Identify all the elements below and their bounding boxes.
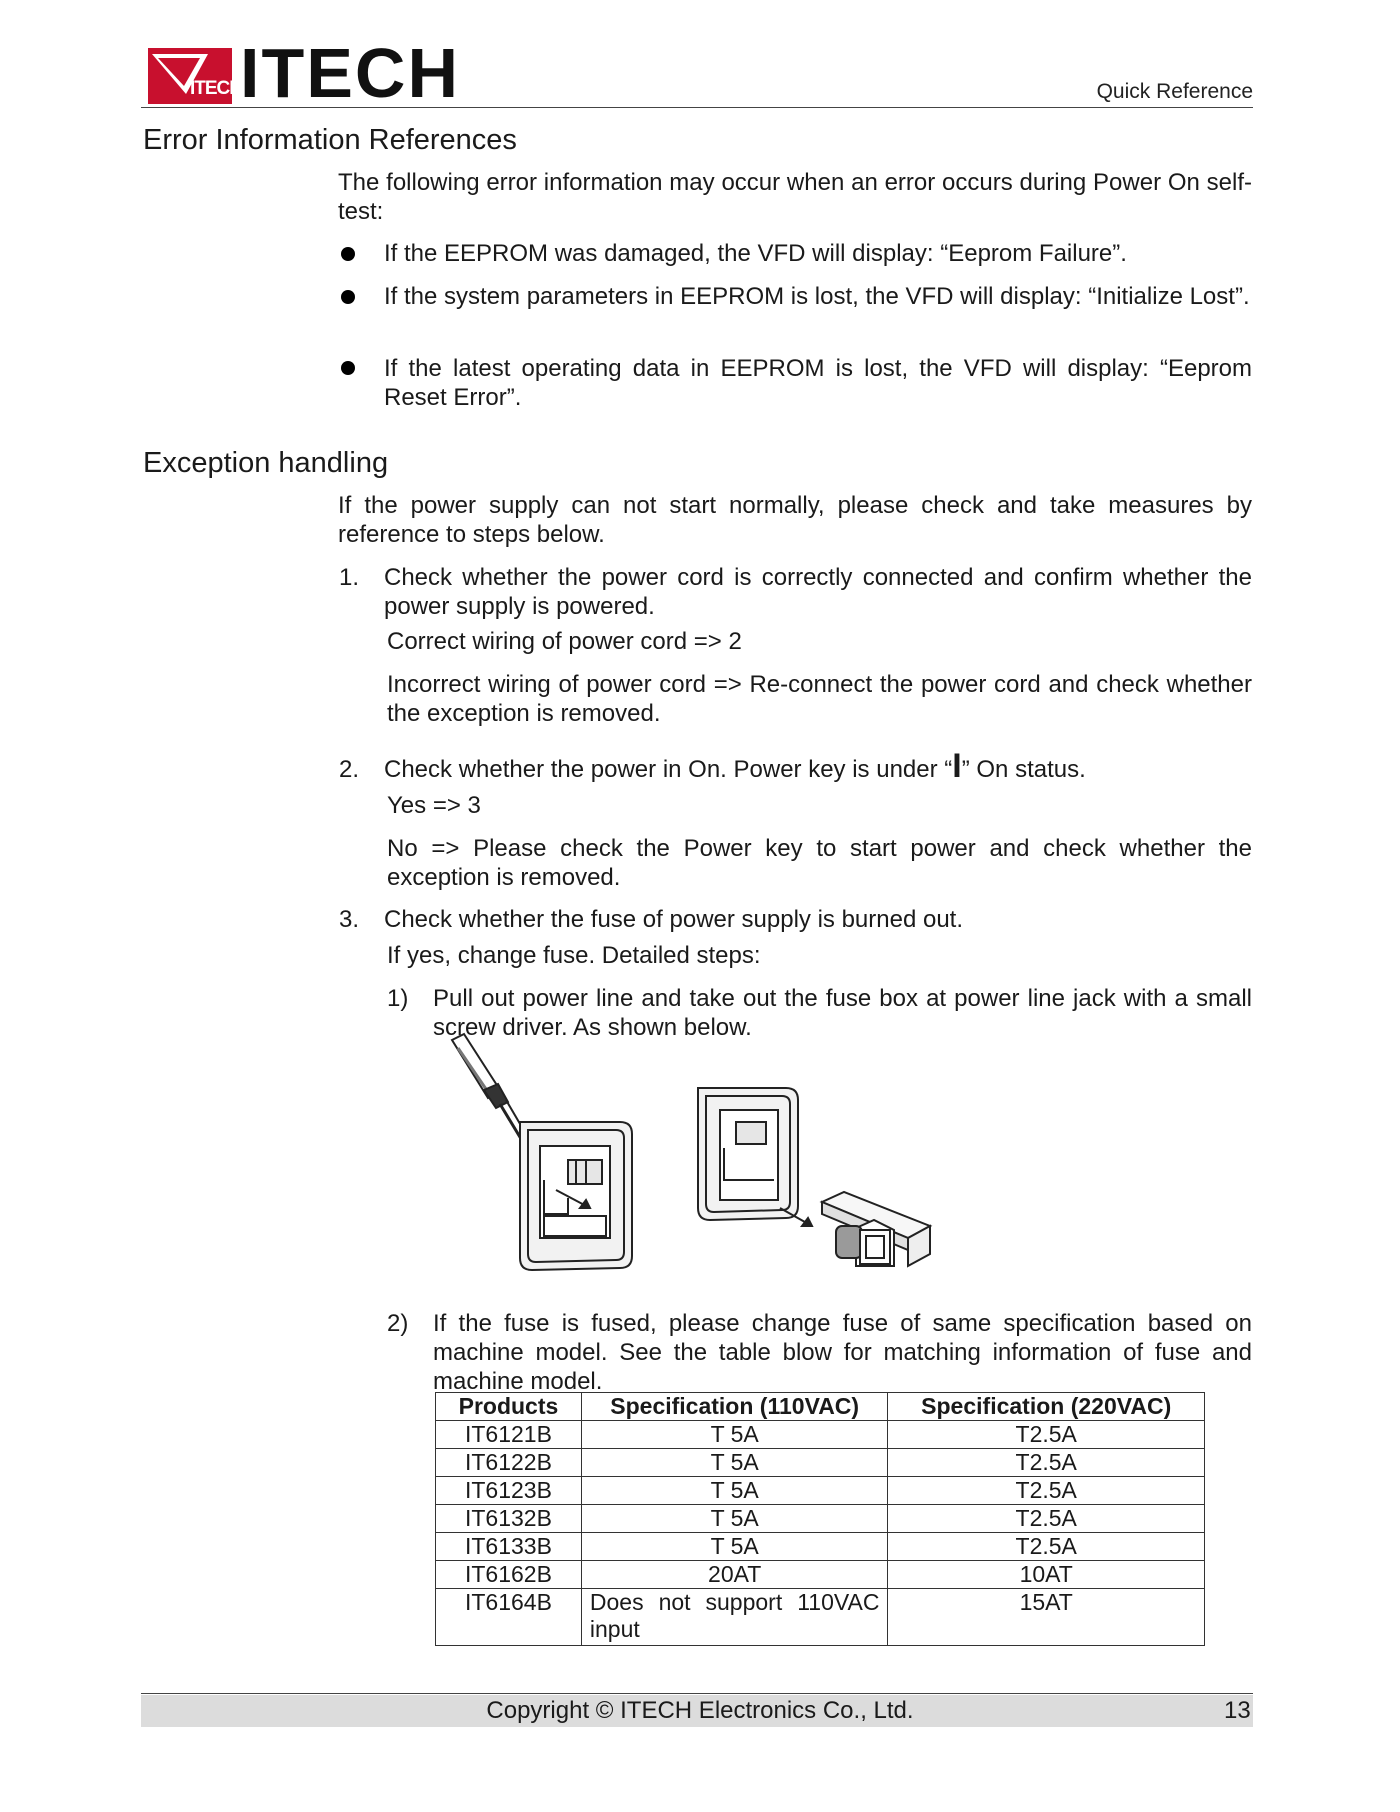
cell-spec-220: 10AT	[888, 1561, 1205, 1589]
exception-title: Exception handling	[143, 447, 389, 479]
cell-product: IT6123B	[436, 1477, 582, 1505]
header-divider	[141, 107, 1253, 108]
footer-copyright: Copyright © ITECH Electronics Co., Ltd.	[486, 1697, 914, 1724]
exception-intro: If the power supply can not start normally, please check and take measures by reference to steps below.	[338, 492, 1252, 548]
step-2-text	[384, 747, 1252, 785]
cell-spec-110: T 5A	[581, 1505, 888, 1533]
cell-product: IT6133B	[436, 1533, 582, 1561]
step-1-correct: Correct wiring of power cord => 2	[387, 628, 742, 655]
bullet-icon	[341, 247, 355, 261]
error-bullet-3: If the latest operating data in EEPROM is lost, the VFD will display: “Eeprom Reset Error”.	[384, 355, 1252, 411]
cell-spec-220: T2.5A	[888, 1533, 1205, 1561]
page-number: 13	[1224, 1697, 1251, 1724]
step-1-text: Check whether the power cord is correctly connected and confirm whether the power supply is powered.	[384, 564, 1252, 620]
header-section-label: Quick Reference	[1096, 80, 1253, 103]
cell-spec-220: T2.5A	[888, 1421, 1205, 1449]
header-spec-110: Specification (110VAC)	[581, 1393, 888, 1421]
cell-spec-220: 15AT	[888, 1589, 1205, 1646]
step-number: 2.	[339, 756, 360, 783]
power-jack-left-icon	[520, 1122, 632, 1270]
cell-product: IT6121B	[436, 1421, 582, 1449]
logo-wordmark: ITECH	[240, 34, 460, 112]
table-row	[436, 1449, 1205, 1477]
bullet-icon	[341, 361, 355, 375]
cell-spec-220: T2.5A	[888, 1505, 1205, 1533]
substep-1-text: Pull out power line and take out the fuse box at power line jack with a small screw driver. As shown below.	[433, 985, 1252, 1041]
cell-product: IT6122B	[436, 1449, 582, 1477]
cell-spec-110: T 5A	[581, 1449, 888, 1477]
header-spec-220: Specification (220VAC)	[888, 1393, 1205, 1421]
step-3-ifyes: If yes, change fuse. Detailed steps:	[387, 942, 761, 969]
cell-product: IT6164B	[436, 1589, 582, 1646]
header-products: Products	[436, 1393, 582, 1421]
step-2-yes: Yes => 3	[387, 792, 481, 819]
itech-logo	[148, 34, 460, 112]
cell-product: IT6132B	[436, 1505, 582, 1533]
bullet-icon	[341, 290, 355, 304]
error-info-title: Error Information References	[143, 124, 517, 156]
step-number: 3.	[339, 906, 360, 933]
step-2-text-after: ” On status.	[961, 756, 1086, 783]
table-row	[436, 1589, 1205, 1646]
error-info-intro: The following error information may occur when an error occurs during Power On self-test:	[338, 169, 1252, 225]
substep-2-text: If the fuse is fused, please change fuse of same specification based on machine model. See the table blow for matching information of fuse and machine model.	[433, 1310, 1252, 1395]
step-2-no: No => Please check the Power key to start power and check whether the exception is removed.	[387, 835, 1252, 891]
step-3-text: Check whether the fuse of power supply is burned out.	[384, 906, 963, 933]
cell-spec-110: T 5A	[581, 1477, 888, 1505]
cell-spec-220: T2.5A	[888, 1477, 1205, 1505]
table-row	[436, 1505, 1205, 1533]
step-2-text-before: Check whether the power in On. Power key is under “	[384, 756, 953, 783]
table-row	[436, 1421, 1205, 1449]
logo-badge-text: ITECH	[190, 78, 242, 99]
error-bullet-2: If the system parameters in EEPROM is lost, the VFD will display: “Initialize Lost”.	[384, 283, 1250, 310]
table-header-row	[436, 1393, 1205, 1421]
cell-spec-220: T2.5A	[888, 1449, 1205, 1477]
step-number: 1.	[339, 564, 360, 591]
cell-spec-110: Does not support 110VAC input	[581, 1589, 888, 1646]
table-row	[436, 1533, 1205, 1561]
fuse-removal-illustration	[440, 1030, 970, 1280]
error-bullet-1: If the EEPROM was damaged, the VFD will display: “Eeprom Failure”.	[384, 240, 1127, 267]
table-row	[436, 1561, 1205, 1589]
cell-spec-110: T 5A	[581, 1421, 888, 1449]
table-row	[436, 1477, 1205, 1505]
cell-product: IT6162B	[436, 1561, 582, 1589]
cell-spec-110: 20AT	[581, 1561, 888, 1589]
step-1-incorrect: Incorrect wiring of power cord => Re-connect the power cord and check whether the exception is removed.	[387, 671, 1252, 727]
substep-number: 2)	[387, 1310, 409, 1337]
power-on-symbol-icon: I	[952, 747, 962, 785]
footer-divider	[141, 1693, 1253, 1694]
fuse-box-icon	[822, 1192, 930, 1266]
substep-number: 1)	[387, 985, 409, 1012]
cell-spec-110: T 5A	[581, 1533, 888, 1561]
fuse-spec-table	[435, 1392, 1205, 1646]
power-jack-right-icon	[698, 1088, 812, 1226]
